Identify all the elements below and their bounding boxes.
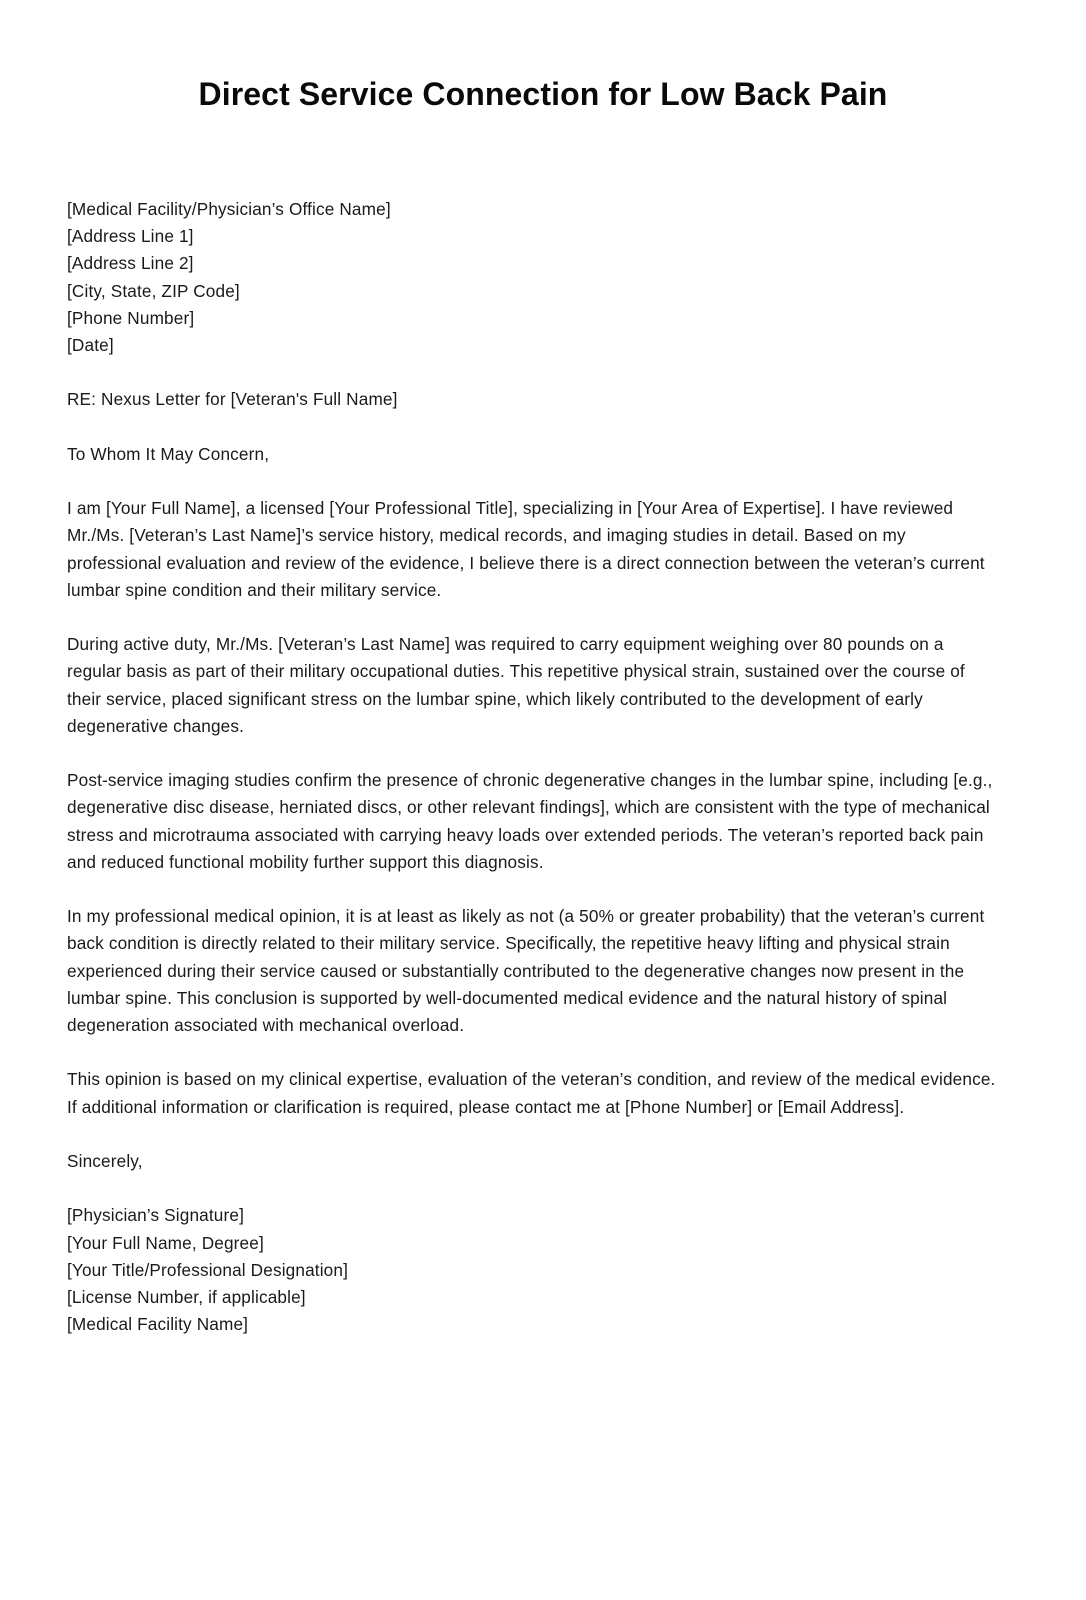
signature-line-physician-signature: [Physician’s Signature] <box>67 1205 245 1226</box>
spacer-after-valediction <box>67 1175 999 1202</box>
letterhead-line-date: [Date] <box>67 335 114 356</box>
signature-line-full-name-degree: [Your Full Name, Degree] <box>67 1232 264 1253</box>
body-paragraph-1: I am [Your Full Name], a licensed [Your Professional Title], specializing in [Your Area of Expertise]. I have reviewed Mr./Ms. [Veteran’s Last Name]’s service history, medical records, and imaging studies in detail. Based on my professional evaluation and review of the evidence, I believe there is a direct connection between the veteran’s current lumbar spine condition and their military service. <box>67 498 985 600</box>
signature-line-facility-name: [Medical Facility Name] <box>67 1314 249 1335</box>
body-paragraph-4: In my professional medical opinion, it is at least as likely as not (a 50% or greater probability) that the veteran’s current back condition is directly related to their military service. Specifically, the repetitive heavy lifting and physical strain experienced during their service caused or substantially contributed to the degenerative changes now present in the lumbar spine. This conclusion is supported by well-documented medical evidence and the natural history of spinal degeneration associated with mechanical overload. <box>67 906 985 1035</box>
spacer-paragraph-3 <box>67 876 999 903</box>
signature-line-title-designation: [Your Title/Professional Designation] <box>67 1259 349 1280</box>
signature-block <box>67 1202 999 1338</box>
letterhead-line-city-state-zip: [City, State, ZIP Code] <box>67 280 240 301</box>
letterhead-block <box>67 196 999 359</box>
letterhead-line-address-1: [Address Line 1] <box>67 226 194 247</box>
body-paragraph-5: This opinion is based on my clinical expertise, evaluation of the veteran’s condition, and review of the medical evidence. If additional information or clarification is required, please contact me at [Phone Number] or [Email Address]. <box>67 1069 996 1117</box>
salutation: To Whom It May Concern, <box>67 443 270 464</box>
spacer-paragraph-2 <box>67 740 999 767</box>
spacer-paragraph-1 <box>67 604 999 631</box>
spacer-after-re-line <box>67 414 999 441</box>
letterhead-line-facility: [Medical Facility/Physician’s Office Name] <box>67 199 391 219</box>
spacer-paragraph-4 <box>67 1039 999 1066</box>
spacer-after-salutation <box>67 468 999 495</box>
body-paragraph-3: Post-service imaging studies confirm the presence of chronic degenerative changes in the lumbar spine, including [e.g., degenerative disc disease, herniated discs, or other relevant findings], which are consistent with the type of mechanical stress and microtrauma associated with carrying heavy loads over extended periods. The veteran’s reported back pain and reduced functional mobility further support this diagnosis. <box>67 770 993 872</box>
spacer-paragraph-5 <box>67 1121 999 1148</box>
body-paragraph-2: During active duty, Mr./Ms. [Veteran’s Last Name] was required to carry equipment weighing over 80 pounds on a regular basis as part of their military occupational duties. This repetitive physical strain, sustained over the course of their service, placed significant stress on the lumbar spine, which likely contributed to the development of early degenerative changes. <box>67 634 965 736</box>
spacer-after-letterhead <box>67 359 999 386</box>
re-line: RE: Nexus Letter for [Veteran's Full Name] <box>67 389 398 410</box>
letterhead-line-address-2: [Address Line 2] <box>67 253 194 274</box>
letterhead-line-phone: [Phone Number] <box>67 307 195 328</box>
valediction: Sincerely, <box>67 1150 143 1171</box>
page-title: Direct Service Connection for Low Back Pain <box>198 76 888 113</box>
letter-body <box>67 196 999 1338</box>
signature-line-license-number: [License Number, if applicable] <box>67 1286 306 1307</box>
